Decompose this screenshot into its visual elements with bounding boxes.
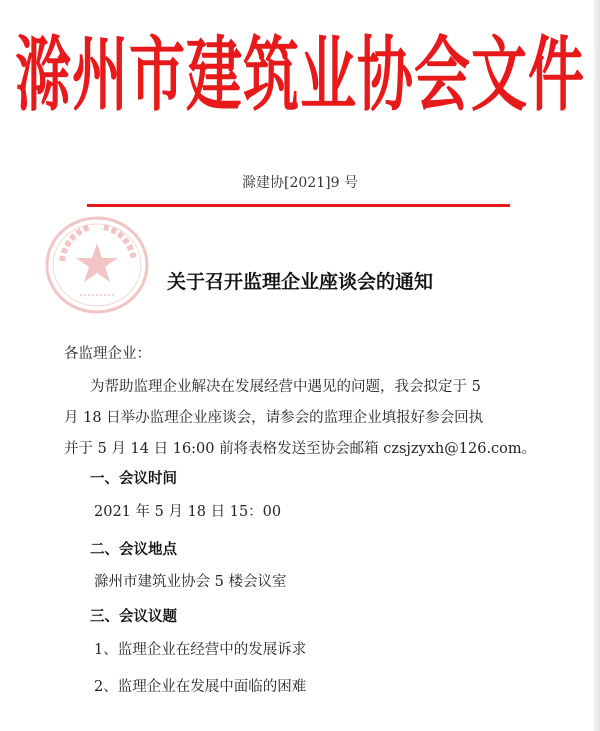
letterhead-title: 滁州市建筑业协会文件 xyxy=(15,28,585,124)
section-heading-time: 一、会议时间 xyxy=(90,470,177,487)
topic-item: 2、监理企业在发展中面临的困难 xyxy=(94,679,307,695)
salutation: 各监理企业： xyxy=(64,346,151,362)
topic-item: 1、监理企业在经营中的发展诉求 xyxy=(94,642,307,658)
document-number: 滁建协[2021]9 号 xyxy=(242,175,358,191)
body-paragraph-line: 并于 5 月 14 日 16:00 前将表格发送至协会邮箱 czsjzyxh@126.com。 xyxy=(64,441,537,457)
letterhead-divider xyxy=(87,204,510,207)
body-paragraph-line: 月 18 日举办监理企业座谈会，请参会的监理企业填报好参会回执 xyxy=(64,410,484,426)
section-heading-topics: 三、会议议题 xyxy=(90,608,177,625)
section-heading-location: 二、会议地点 xyxy=(90,541,177,558)
body-paragraph-line: 为帮助监理企业解决在发展经营中遇见的问题，我会拟定于 5 xyxy=(90,379,481,395)
meeting-time: 2021 年 5 月 18 日 15：00 xyxy=(94,504,282,520)
notice-title: 关于召开监理企业座谈会的通知 xyxy=(166,271,433,293)
official-seal-stamp xyxy=(42,213,152,317)
meeting-location: 滁州市建筑业协会 5 楼会议室 xyxy=(94,574,287,590)
